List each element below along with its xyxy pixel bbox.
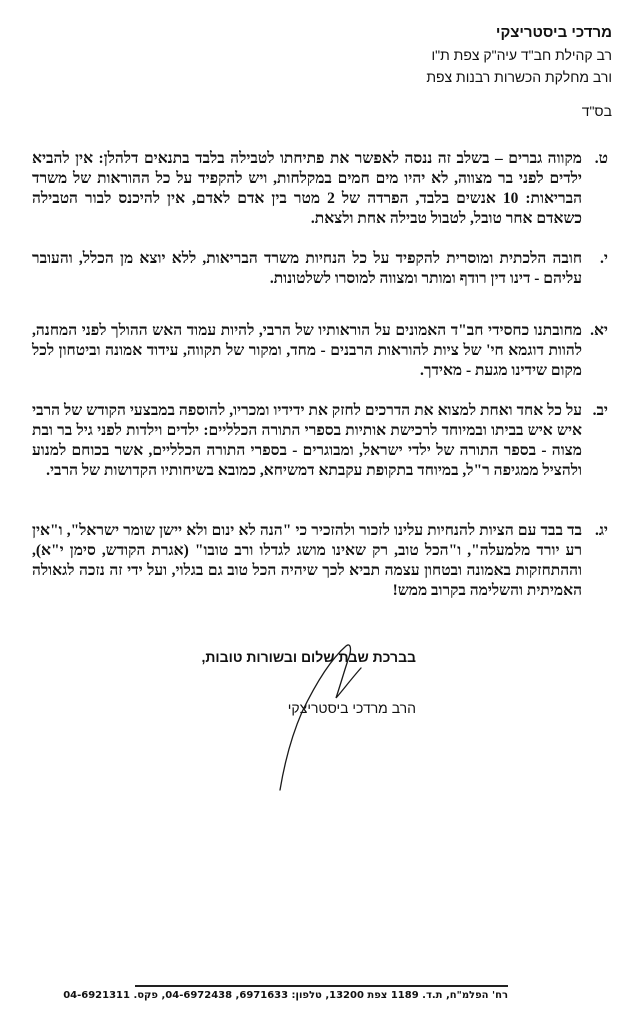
item-number: יא. [590, 322, 608, 339]
list-item [32, 149, 608, 249]
item-text: על כל אחד ואחת למצוא את הדרכים לחזק את ידידיו ומכריו, להוספה במבצעי הקודש של הרבי איש איש בביתו ובמיוחד לרכישת אותיות בספרי התורה הכלליים: ילדים וילדות לפני גיל בר ובת מצוה - בספר התורה של ילדי ישראל, ומבוגרים - בספרי התורה הכלליים, אשר בכוחם למנוע ולהציל ממגיפה ר"ל, במיוחד בתקופת עקבתא דמשיחא, כמובא בשיחותיו הקדושות של הרבי. [32, 402, 582, 479]
list-item [32, 249, 608, 321]
item-number: יג. [594, 522, 608, 539]
letterhead [426, 22, 612, 88]
author-title-2: ורב מחלקת הכשרות רבנות צפת [426, 69, 612, 85]
item-text: מקווה גברים – בשלב זה ננסה לאפשר את פתיחתו לטבילה בלבד בתנאים דלהלן: אין להביא ילדים לפני בר מצווה, לא יהיו מים חמים במקלחות, ויש להקפיד על כל ההוראות של משרד הבריאות: 10 אנשים בלבד, הפרדה של 2 מטר בין אדם לאדם, אין להיכנס לבור הטבילה כשאדם אחר טובל, לטבול טבילה אחת ולצאת. [32, 150, 582, 227]
footer-contact: רח' הפלמ"ח, ת.ד. 1189 צפת 13200, טלפון: 6971633, 04-6972438, פקס. 04-6921311 [63, 990, 508, 1001]
footer-divider [135, 985, 508, 987]
item-text: חובה הלכתית ומוסרית להקפיד על כל הנחיות משרד הבריאות, ללא יוצא מן הכלל, והעובר עליהם - דינו דין רודף ומותר ומצווה למוסרו לשלטונות. [32, 250, 582, 287]
item-number: י. [600, 250, 608, 267]
closing-greeting: בברכת שבת שלום ובשורות טובות, [201, 649, 416, 665]
list-item [32, 521, 608, 621]
author-name: מרדכי ביסטריצקי [495, 24, 612, 41]
numbered-items [32, 149, 608, 621]
item-text: מחובתנו כחסידי חב"ד האמונים על הוראותיו של הרבי, להיות עמוד האש ההולך לפני המחנה, להוות דוגמא חי' של ציות להוראות הרבנים - מחד, ומקור של תקווה, עידוד אמונה וביטחון לכל מקום שידינו מגעת - מאידך. [32, 322, 582, 379]
author-title-1: רב קהילת חב"ד עיה"ק צפת ת"ו [431, 47, 612, 63]
signer-name: הרב מרדכי ביסטריצקי [287, 700, 416, 716]
item-number: יב. [592, 402, 608, 419]
list-item [32, 401, 608, 521]
list-item [32, 321, 608, 401]
bsd-header: בס"ד [581, 103, 612, 119]
item-number: ט. [594, 150, 608, 167]
item-text: בד בבד עם הציות להנחיות עלינו לזכור ולהזכיר כי "הנה לא ינום ולא יישן שומר ישראל", ו"אין רע יורד מלמעלה", ו"הכל טוב, רק שאינו מושג לגדלו ורב טובו" (אגרת הקודש, סימן י"א), וההתחזקות באמונה ובטחון עצמה תביא לכך שיהיה הכל טוב גם בגלוי, ועל ידי זה נזכה לגאולה האמיתית והשלימה בקרוב ממש! [32, 522, 582, 599]
